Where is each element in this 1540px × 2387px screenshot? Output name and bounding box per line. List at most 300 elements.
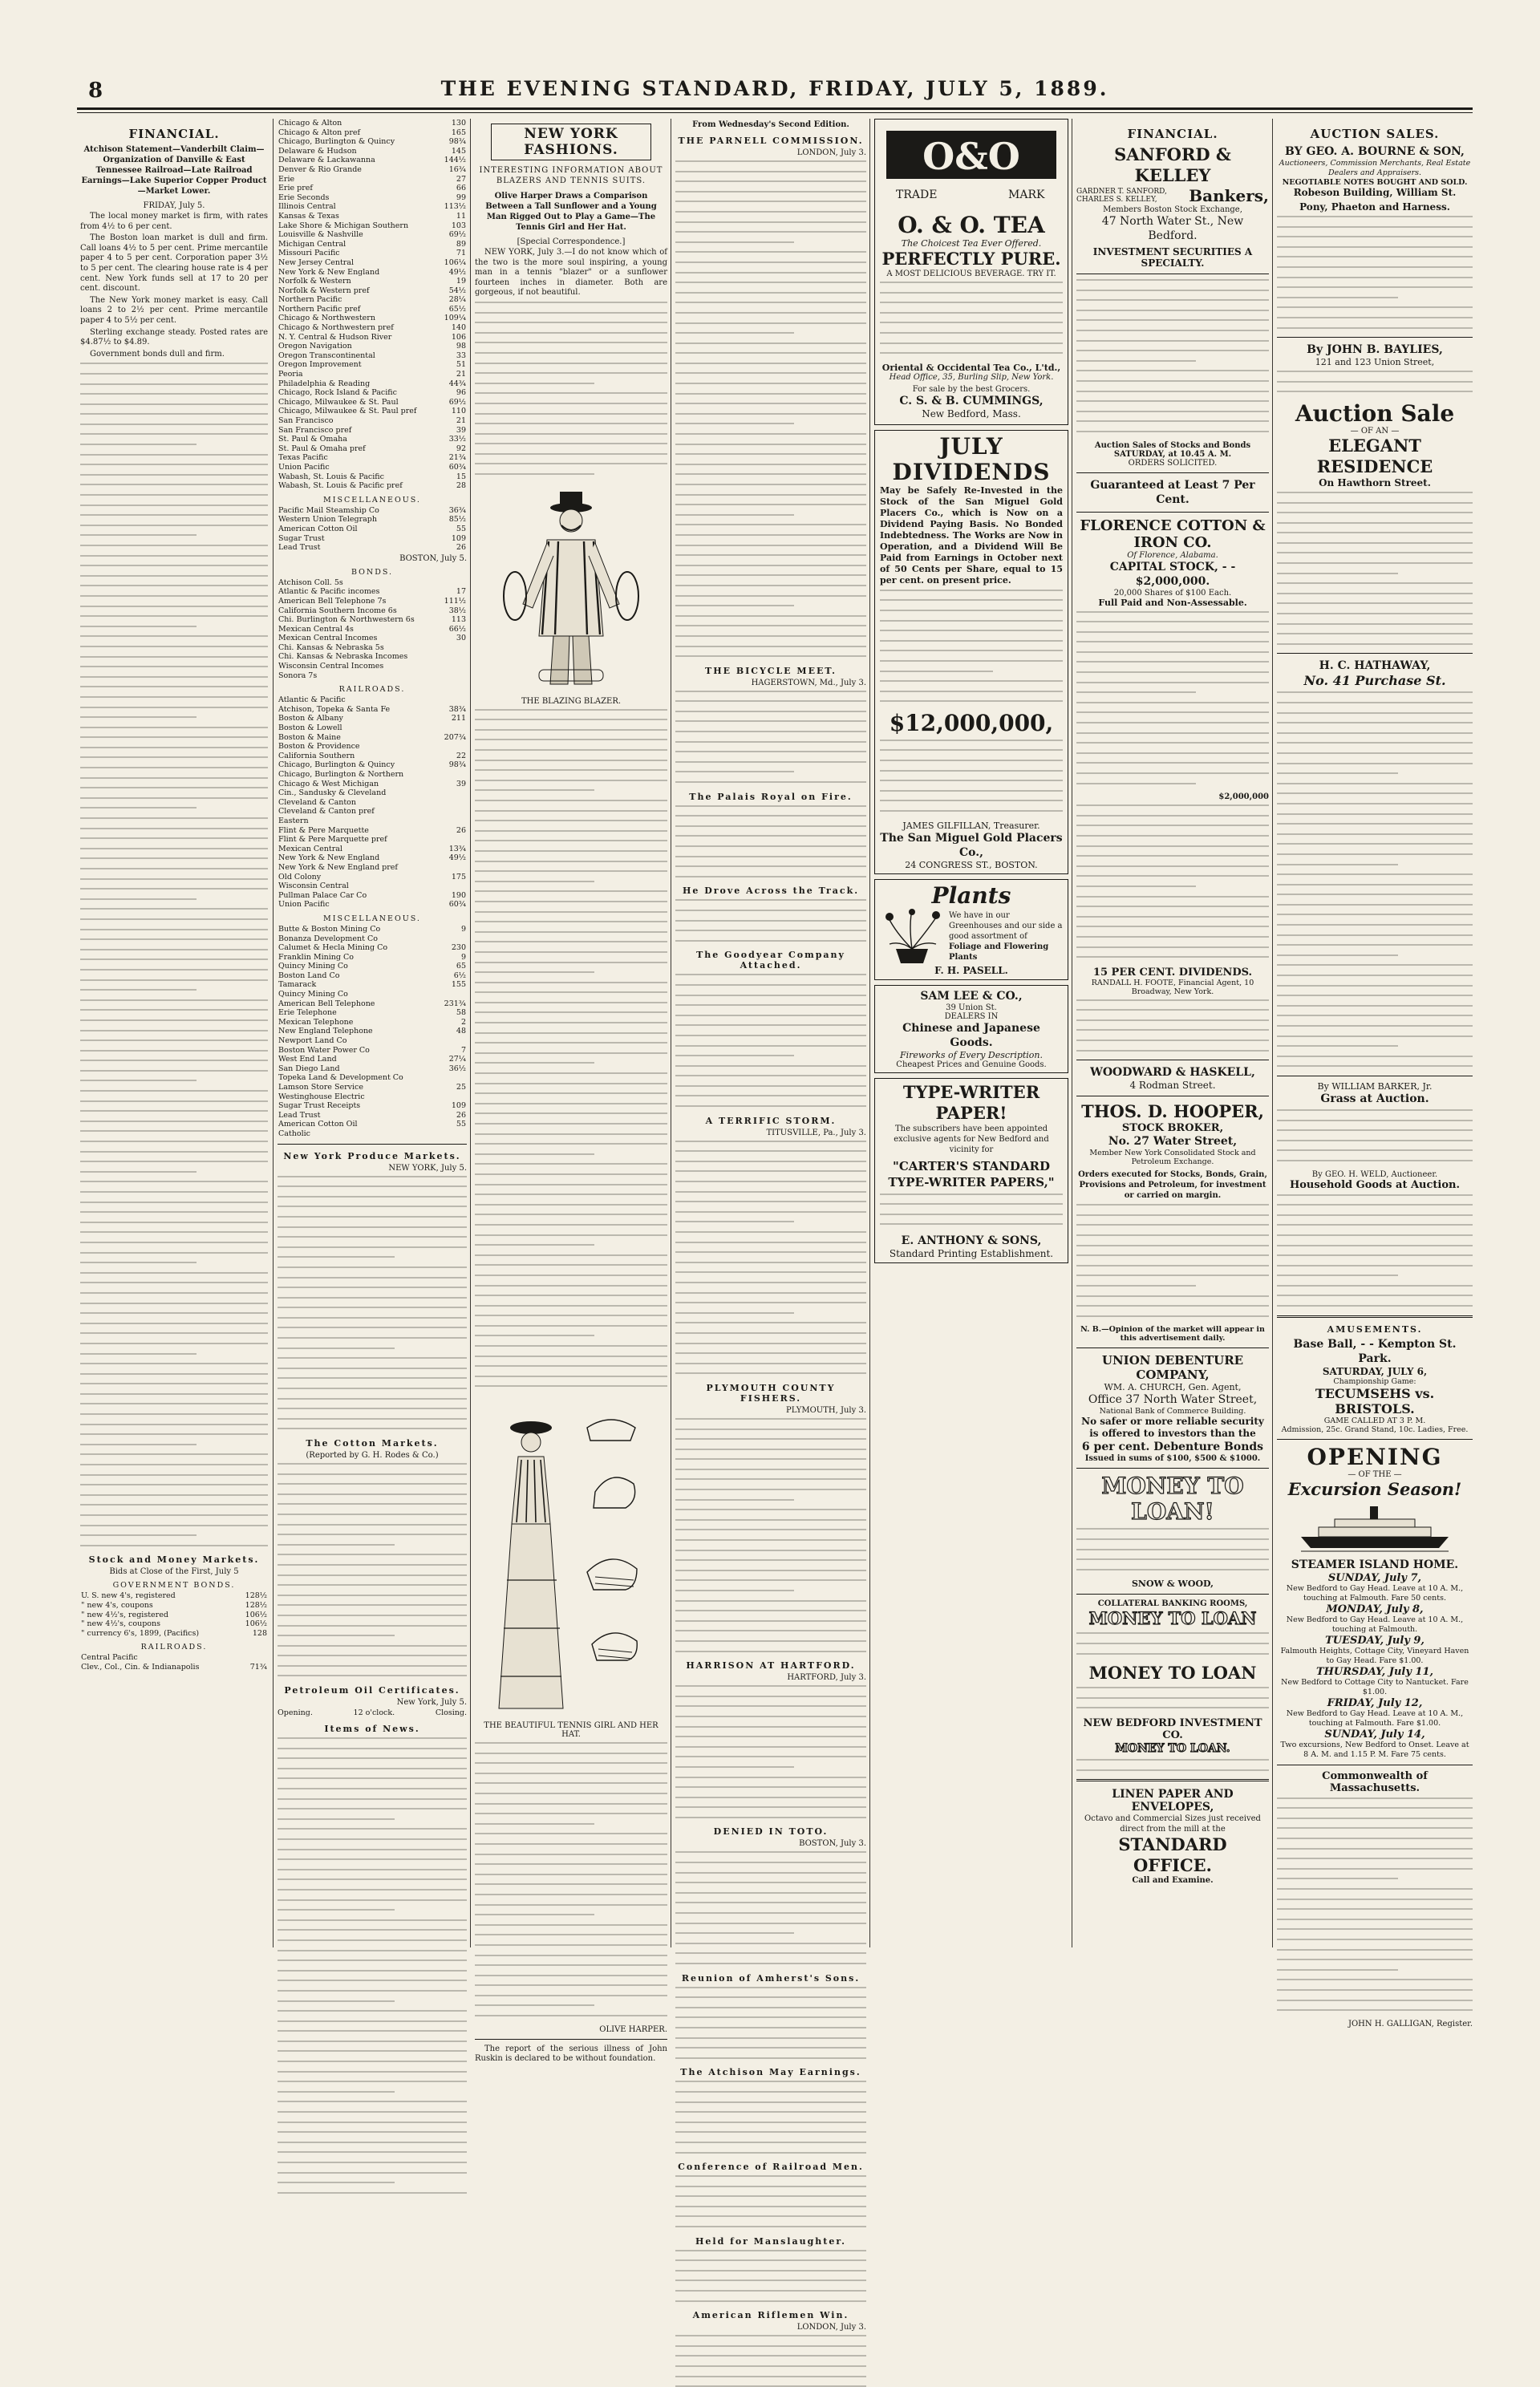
body-text-block	[1076, 1204, 1269, 1317]
text-line	[1076, 1707, 1269, 1708]
text-line	[1277, 236, 1473, 237]
text-line	[675, 574, 866, 576]
auctioneer-bourne: BY GEO. A. BOURNE & SON,	[1285, 145, 1465, 158]
row-label: Chicago & Alton	[278, 119, 342, 128]
text-line	[1277, 1234, 1473, 1236]
row-label: New York & New England	[278, 853, 380, 863]
row-value	[437, 1036, 467, 1046]
text-line	[278, 1256, 395, 1258]
row-label: " new 4½'s, coupons	[81, 1619, 161, 1629]
text-line	[675, 1806, 866, 1808]
text-line	[80, 585, 268, 586]
text-line	[278, 1878, 467, 1880]
row-label: Flint & Pere Marquette	[278, 825, 369, 835]
typewriter-brand: "CARTER'S STANDARD TYPE-WRITER PAPERS,"	[888, 1158, 1055, 1189]
text-line	[675, 1570, 866, 1571]
sanford-kelley-specialty: INVESTMENT SECURITIES A SPECIALTY.	[1092, 246, 1253, 269]
union-debenture-offer: No safer or more reliable security is offered to investors than the	[1081, 1416, 1264, 1440]
table-row	[278, 342, 467, 351]
text-line	[675, 1817, 866, 1818]
text-line	[1277, 985, 1473, 987]
text-line	[1277, 317, 1473, 318]
text-line	[880, 342, 1063, 344]
row-value: 140	[451, 323, 466, 333]
text-line	[1076, 845, 1269, 847]
body-text-block	[675, 1141, 866, 1375]
text-line	[80, 888, 268, 890]
text-line	[880, 610, 1063, 611]
text-line	[1076, 651, 1269, 653]
text-line	[1076, 1204, 1269, 1206]
row-value: 28	[456, 481, 466, 491]
text-line	[675, 2290, 866, 2292]
text-line	[1277, 873, 1473, 875]
text-line	[675, 655, 866, 657]
text-line	[675, 2091, 866, 2093]
sam-lee-address: 39 Union St.	[946, 1003, 997, 1012]
row-value	[437, 990, 467, 999]
text-line	[1076, 1245, 1269, 1246]
row-value: 26	[456, 825, 466, 835]
text-line	[80, 767, 268, 768]
body-text-block	[278, 1176, 467, 1430]
text-line	[1277, 1149, 1473, 1151]
text-line	[278, 1377, 467, 1379]
text-line	[475, 901, 667, 902]
text-line	[675, 835, 866, 837]
text-line	[675, 2142, 866, 2143]
railroads-table	[80, 1653, 268, 1672]
body-text-block	[1277, 492, 1473, 645]
text-line	[675, 1372, 866, 1374]
text-line	[1076, 815, 1269, 817]
text-line	[278, 1858, 467, 1860]
text-line	[278, 1849, 467, 1850]
text-line	[1076, 350, 1269, 351]
text-line	[80, 494, 268, 496]
row-value: 128½	[245, 1600, 267, 1610]
row-value: 106	[451, 332, 466, 342]
text-line	[80, 1545, 268, 1546]
text-line	[1076, 742, 1269, 744]
stock-markets-sub: Bids at Close of the First, July 5	[109, 1567, 239, 1577]
text-line	[1277, 216, 1473, 217]
text-line	[675, 201, 866, 202]
text-line	[278, 1226, 467, 1228]
text-line	[475, 1894, 667, 1895]
text-line	[675, 2007, 866, 2008]
row-label: Atchison, Topeka & Santa Fe	[278, 704, 391, 714]
text-line	[880, 630, 1063, 631]
text-line	[475, 1345, 667, 1347]
tea-agent: C. S. & B. CUMMINGS,	[899, 394, 1044, 407]
row-value: 55	[456, 1120, 466, 1129]
table-row	[278, 230, 467, 240]
text-line	[80, 1444, 197, 1445]
row-value: 106½	[245, 1610, 267, 1619]
text-line	[675, 1211, 866, 1213]
text-line	[80, 929, 268, 930]
text-line	[80, 383, 268, 385]
auction-heading: AUCTION SALES.	[1310, 127, 1440, 141]
text-line	[80, 1504, 268, 1506]
text-line	[675, 856, 866, 857]
text-line	[1076, 370, 1269, 371]
text-line	[80, 797, 268, 799]
table-row	[278, 1083, 467, 1092]
excursion-detail: Two excursions, New Bedford to Onset. Leave at 8 A. M. and 1.15 P. M. Fare 75 cents.	[1280, 1740, 1469, 1759]
text-line	[675, 1045, 866, 1047]
row-label: Sugar Trust Receipts	[278, 1101, 361, 1111]
row-value: 190	[451, 890, 466, 900]
row-label: Atlantic & Pacific	[278, 695, 346, 705]
text-line	[80, 949, 268, 950]
text-line	[675, 1085, 866, 1087]
text-line	[278, 2101, 467, 2102]
commonwealth-title: Commonwealth of Massachusetts.	[1322, 1769, 1428, 1794]
text-line	[80, 898, 197, 900]
text-line	[1277, 864, 1398, 865]
text-line	[80, 1373, 268, 1375]
row-value	[437, 863, 467, 873]
florence-shares: 20,000 Shares of $100 Each.	[1113, 588, 1232, 598]
text-line	[1076, 671, 1269, 673]
text-line	[475, 423, 667, 424]
table-row	[278, 652, 467, 662]
text-line	[80, 1202, 268, 1203]
text-line	[675, 1489, 866, 1490]
text-line	[475, 1376, 667, 1377]
table-row	[278, 881, 467, 891]
table-row	[278, 760, 467, 770]
text-line	[1277, 1265, 1473, 1266]
table-row	[278, 515, 467, 525]
text-line	[1076, 999, 1269, 1001]
text-line	[675, 231, 866, 233]
text-line	[675, 2215, 866, 2217]
table-row	[278, 807, 467, 817]
text-line	[475, 1112, 667, 1114]
ruskin-note: The report of the serious illness of John Ruskin is declared to be without foundation.	[475, 2044, 667, 2064]
produce-dateline: NEW YORK, July 5.	[388, 1163, 467, 1173]
row-value: 207¾	[444, 732, 466, 742]
text-line	[278, 1277, 467, 1279]
text-line	[675, 615, 866, 617]
newspaper-title: THE EVENING STANDARD, FRIDAY, JULY 5, 1889.	[440, 77, 1109, 100]
row-label: Norfolk & Western	[278, 277, 351, 286]
text-line	[1277, 1194, 1473, 1196]
body-text-block	[675, 805, 866, 877]
text-line	[1076, 411, 1269, 412]
text-line	[1277, 1129, 1473, 1131]
body-text-block	[1076, 1528, 1269, 1570]
text-line	[675, 741, 866, 743]
text-line	[475, 1173, 667, 1175]
text-line	[80, 958, 268, 960]
excursion-detail: Falmouth Heights, Cottage City, Vineyard Haven to Gay Head. Fare $1.00.	[1280, 1646, 1469, 1665]
text-line	[80, 646, 268, 647]
text-line	[675, 930, 866, 931]
text-line	[475, 962, 667, 963]
row-value: 9	[460, 924, 466, 934]
row-label: Quincy Mining Co	[278, 990, 348, 999]
of-an: — OF AN —	[1350, 426, 1400, 436]
text-line	[675, 312, 866, 314]
flower-pot-icon	[880, 909, 944, 965]
text-line	[1277, 833, 1473, 835]
news-dateline: BOSTON, July 3.	[799, 1839, 866, 1849]
text-line	[1277, 593, 1473, 594]
text-line	[80, 454, 268, 456]
body-text-block	[1277, 216, 1473, 329]
dividends-amount: $12,000,000,	[889, 709, 1054, 736]
of-the: — OF THE —	[1348, 1469, 1402, 1479]
produce-heading: New York Produce Markets.	[283, 1150, 461, 1161]
text-line	[675, 1620, 866, 1622]
fashions-signature: OLIVE HARPER.	[599, 2024, 667, 2034]
row-label: U. S. new 4's, registered	[81, 1591, 176, 1601]
news-heading: THE PARNELL COMMISSION.	[678, 136, 864, 146]
auctioneer-baylies: By JOHN B. BAYLIES,	[1307, 343, 1443, 357]
text-line	[475, 1833, 667, 1834]
row-label: American Cotton Oil	[278, 524, 358, 533]
news-heading: Reunion of Amherst's Sons.	[681, 1972, 861, 1984]
text-line	[675, 2300, 866, 2302]
text-line	[278, 1625, 467, 1627]
text-line	[1277, 1919, 1473, 1920]
text-line	[675, 2152, 866, 2154]
row-value: 51	[456, 360, 466, 370]
text-line	[675, 292, 866, 294]
text-line	[80, 1121, 268, 1122]
text-line	[1076, 1254, 1269, 1256]
dividends-company: The San Miguel Gold Placers Co.,	[880, 831, 1063, 859]
row-value: 60¾	[448, 462, 466, 472]
text-line	[475, 1143, 667, 1145]
text-line	[675, 1312, 794, 1314]
table-row	[278, 472, 467, 482]
text-line	[1076, 835, 1269, 837]
text-line	[475, 749, 667, 751]
register-signature: JOHN H. GALLIGAN, Register.	[1348, 2019, 1473, 2028]
text-line	[675, 1282, 866, 1283]
text-line	[675, 545, 866, 546]
text-line	[278, 1748, 467, 1749]
orders-solicited: ORDERS SOLICITED.	[1128, 458, 1218, 468]
sam-lee-ad	[874, 985, 1068, 1073]
row-label: New York & New England pref	[278, 862, 398, 872]
text-line	[675, 1550, 866, 1551]
table-row	[278, 634, 467, 643]
text-line	[1076, 290, 1269, 291]
text-line	[475, 383, 594, 384]
row-value: 33½	[448, 435, 466, 444]
text-line	[675, 211, 866, 213]
call-and-examine: Call and Examine.	[1132, 1876, 1214, 1886]
text-line	[675, 191, 866, 192]
body-text-block	[278, 1463, 467, 1676]
text-line	[1277, 1908, 1473, 1910]
text-line	[675, 2259, 866, 2261]
text-line	[675, 554, 866, 556]
text-line	[1277, 934, 1473, 936]
text-line	[80, 727, 268, 728]
text-line	[475, 881, 594, 882]
text-line	[1277, 1285, 1473, 1287]
text-line	[475, 1042, 667, 1044]
text-line	[675, 221, 866, 223]
text-line	[1277, 995, 1473, 996]
row-value: 85½	[448, 515, 466, 525]
news-heading: Held for Manslaughter.	[695, 2235, 846, 2247]
text-line	[1277, 573, 1398, 574]
table-row	[278, 543, 467, 553]
text-line	[278, 1185, 467, 1187]
table-row	[278, 463, 467, 472]
column-rule	[869, 119, 870, 1947]
text-line	[1277, 1295, 1473, 1296]
body-text-block	[1277, 691, 1473, 1067]
cotton-heading: The Cotton Markets.	[306, 1438, 439, 1449]
text-line	[278, 1818, 395, 1820]
table-row	[278, 1129, 467, 1139]
row-value: 92	[456, 444, 466, 453]
text-line	[475, 1092, 667, 1094]
table-row	[278, 370, 467, 379]
text-line	[675, 514, 794, 516]
news-heading: A TERRIFIC STORM.	[705, 1115, 837, 1126]
union-debenture-agent: WM. A. CHURCH, Gen. Agent,	[1104, 1382, 1242, 1393]
text-line	[278, 1266, 467, 1268]
text-line	[278, 1418, 467, 1420]
text-line	[80, 1272, 268, 1274]
row-value: 27	[456, 174, 466, 184]
row-value: 98¾	[448, 137, 466, 147]
text-line	[475, 1773, 667, 1774]
excursion-day: THURSDAY, July 11,	[1315, 1665, 1434, 1678]
row-label: Mexican Central	[278, 844, 342, 853]
text-line	[880, 312, 1063, 314]
text-line	[278, 1777, 467, 1779]
financial-deck: Atchison Statement—Vanderbilt Claim—Organization of Danville & East Tennessee Railroad—Late Railroad Earnings—Lake Superior Copper Product—Market Lower.	[81, 145, 267, 196]
row-value: 21	[456, 370, 466, 379]
row-label: Westinghouse Electric	[278, 1092, 365, 1101]
text-line	[675, 1882, 866, 1883]
typewriter-establishment: Standard Printing Establishment.	[889, 1248, 1054, 1259]
text-line	[675, 865, 866, 867]
sam-lee-dealers: DEALERS IN	[944, 1011, 999, 1021]
text-line	[278, 2142, 467, 2143]
text-line	[675, 1251, 866, 1253]
row-label: American Bell Telephone 7s	[278, 596, 387, 606]
table-row	[278, 770, 467, 780]
text-line	[675, 2355, 866, 2357]
body-text-block	[475, 1742, 667, 2016]
text-line	[80, 635, 268, 637]
text-line	[278, 1368, 467, 1369]
row-label: Denver & Rio Grande	[278, 164, 362, 174]
row-label: Chicago & Northwestern pref	[278, 323, 394, 333]
gov-bonds-table	[80, 1591, 268, 1638]
text-line	[475, 1032, 667, 1034]
row-label: Boston & Albany	[278, 714, 343, 723]
text-line	[80, 857, 268, 859]
text-line	[675, 845, 866, 847]
text-line	[278, 1348, 395, 1349]
table-row	[278, 934, 467, 944]
table-row	[278, 351, 467, 361]
row-value	[440, 652, 467, 662]
text-line	[880, 671, 993, 672]
text-line	[675, 1231, 866, 1233]
text-line	[475, 1904, 667, 1906]
row-label: Catholic	[278, 1129, 310, 1138]
text-line	[475, 1803, 667, 1805]
text-line	[1076, 772, 1269, 774]
text-line	[475, 719, 667, 720]
text-line	[80, 1453, 268, 1455]
baseball-day: SATURDAY, JULY 6,	[1322, 1365, 1428, 1377]
text-line	[475, 1103, 667, 1104]
dividends-address: 24 CONGRESS ST., BOSTON.	[905, 859, 1038, 870]
text-line	[675, 2270, 866, 2272]
table-row	[278, 853, 467, 863]
row-label: Atchison Coll. 5s	[278, 578, 343, 587]
news-dateline: HAGERSTOWN, Md., July 3.	[751, 678, 866, 687]
text-line	[675, 691, 866, 692]
text-line	[475, 413, 667, 415]
row-value: 128	[252, 1628, 267, 1638]
row-value: 110	[451, 407, 466, 416]
text-line	[80, 787, 268, 788]
petroleum-col-label: 12 o'clock.	[353, 1708, 395, 1718]
table-row	[278, 1027, 467, 1036]
row-label: Peoria	[278, 370, 303, 379]
text-line	[475, 1052, 667, 1054]
text-line	[675, 984, 866, 986]
sam-lee-goods: Chinese and Japanese Goods.	[902, 1021, 1040, 1049]
row-label: West End Land	[278, 1055, 337, 1064]
hathaway-address: No. 41 Purchase St.	[1303, 673, 1446, 689]
text-line	[675, 1105, 866, 1107]
text-line	[475, 921, 667, 922]
text-line	[278, 1246, 467, 1248]
row-value: 109¼	[444, 314, 466, 323]
text-line	[80, 1474, 268, 1476]
weld-by: By GEO. H. WELD, Auctioneer.	[1311, 1169, 1438, 1179]
column-auctions	[1277, 119, 1473, 2028]
text-line	[278, 2020, 467, 2022]
text-line	[80, 656, 268, 658]
table-row	[278, 798, 467, 808]
row-value	[242, 1653, 268, 1663]
text-line	[278, 1828, 467, 1830]
text-line	[1277, 813, 1473, 815]
text-line	[278, 1645, 467, 1647]
text-line	[80, 736, 268, 738]
row-label: Northern Pacific pref	[278, 304, 361, 314]
masthead-rule-thin	[77, 112, 1473, 113]
text-line	[1277, 512, 1473, 513]
text-line	[475, 739, 667, 740]
news-heading: Conference of Railroad Men.	[678, 2162, 864, 2173]
text-line	[675, 1786, 866, 1788]
text-line	[278, 1655, 467, 1656]
text-line	[278, 1544, 395, 1546]
text-line	[1076, 299, 1269, 301]
text-line	[475, 941, 667, 942]
text-line	[1076, 611, 1269, 613]
